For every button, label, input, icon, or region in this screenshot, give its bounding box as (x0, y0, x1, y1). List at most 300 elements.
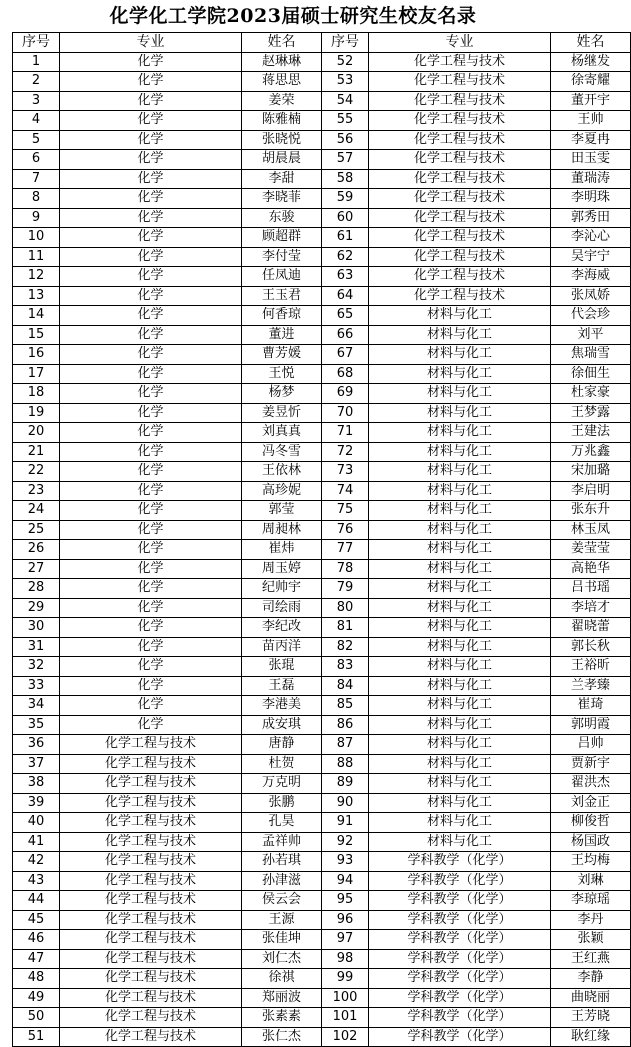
left-major-cell: 化学 (60, 598, 242, 618)
left-seq-cell: 46 (13, 930, 60, 950)
right-major-cell: 化学工程与技术 (369, 91, 551, 111)
left-major-cell: 化学工程与技术 (60, 832, 242, 852)
right-name-cell: 郭长秋 (551, 637, 631, 657)
right-major-cell: 材料与化工 (369, 696, 551, 716)
right-major-cell: 化学工程与技术 (369, 267, 551, 287)
table-row (13, 754, 631, 774)
left-seq-cell: 14 (13, 306, 60, 326)
left-seq-cell: 3 (13, 91, 60, 111)
left-major-cell: 化学 (60, 423, 242, 443)
right-name-cell: 柳俊哲 (551, 813, 631, 833)
table-row (13, 988, 631, 1008)
left-name-cell: 郑丽波 (242, 988, 322, 1008)
header-seq-right: 序号 (322, 33, 369, 53)
left-major-cell: 化学工程与技术 (60, 949, 242, 969)
left-seq-cell: 27 (13, 559, 60, 579)
left-seq-cell: 44 (13, 891, 60, 911)
right-name-cell: 李琼瑶 (551, 891, 631, 911)
right-seq-cell: 90 (322, 793, 369, 813)
table-row (13, 618, 631, 638)
left-name-cell: 陈雅楠 (242, 111, 322, 131)
left-seq-cell: 47 (13, 949, 60, 969)
table-row (13, 715, 631, 735)
left-major-cell: 化学 (60, 501, 242, 521)
right-major-cell: 学科教学（化学） (369, 988, 551, 1008)
alumni-table (12, 32, 631, 1047)
table-row (13, 540, 631, 560)
left-major-cell: 化学 (60, 189, 242, 209)
left-major-cell: 化学 (60, 481, 242, 501)
left-name-cell: 孙津滋 (242, 871, 322, 891)
left-seq-cell: 24 (13, 501, 60, 521)
left-name-cell: 杜贺 (242, 754, 322, 774)
left-major-cell: 化学工程与技术 (60, 852, 242, 872)
right-seq-cell: 73 (322, 462, 369, 482)
right-major-cell: 材料与化工 (369, 637, 551, 657)
left-major-cell: 化学 (60, 540, 242, 560)
left-major-cell: 化学工程与技术 (60, 1027, 242, 1047)
table-row (13, 384, 631, 404)
right-name-cell: 张凤娇 (551, 286, 631, 306)
right-major-cell: 学科教学（化学） (369, 949, 551, 969)
table-row (13, 72, 631, 92)
right-name-cell: 兰孝臻 (551, 676, 631, 696)
right-seq-cell: 91 (322, 813, 369, 833)
table-row (13, 793, 631, 813)
left-major-cell: 化学 (60, 462, 242, 482)
left-major-cell: 化学工程与技术 (60, 871, 242, 891)
left-major-cell: 化学 (60, 286, 242, 306)
right-seq-cell: 55 (322, 111, 369, 131)
table-row (13, 1027, 631, 1047)
right-name-cell: 翟晓蕾 (551, 618, 631, 638)
right-name-cell: 吴宇宁 (551, 247, 631, 267)
left-seq-cell: 17 (13, 364, 60, 384)
left-name-cell: 张仁杰 (242, 1027, 322, 1047)
left-seq-cell: 29 (13, 598, 60, 618)
right-name-cell: 代会珍 (551, 306, 631, 326)
right-seq-cell: 52 (322, 52, 369, 72)
right-major-cell: 材料与化工 (369, 676, 551, 696)
right-seq-cell: 99 (322, 969, 369, 989)
table-row (13, 130, 631, 150)
left-name-cell: 万克明 (242, 774, 322, 794)
left-major-cell: 化学 (60, 345, 242, 365)
right-major-cell: 材料与化工 (369, 618, 551, 638)
right-major-cell: 材料与化工 (369, 657, 551, 677)
right-seq-cell: 74 (322, 481, 369, 501)
right-major-cell: 材料与化工 (369, 481, 551, 501)
right-major-cell: 化学工程与技术 (369, 111, 551, 131)
right-major-cell: 材料与化工 (369, 774, 551, 794)
left-major-cell: 化学工程与技术 (60, 910, 242, 930)
left-name-cell: 孔昊 (242, 813, 322, 833)
left-name-cell: 周昶林 (242, 520, 322, 540)
left-name-cell: 曹芳媛 (242, 345, 322, 365)
right-seq-cell: 92 (322, 832, 369, 852)
left-name-cell: 李港美 (242, 696, 322, 716)
right-seq-cell: 81 (322, 618, 369, 638)
left-name-cell: 张素素 (242, 1008, 322, 1028)
left-seq-cell: 43 (13, 871, 60, 891)
left-name-cell: 王磊 (242, 676, 322, 696)
right-name-cell: 王均梅 (551, 852, 631, 872)
right-major-cell: 材料与化工 (369, 306, 551, 326)
left-major-cell: 化学 (60, 228, 242, 248)
table-row (13, 462, 631, 482)
table-row (13, 969, 631, 989)
right-name-cell: 王梦露 (551, 403, 631, 423)
left-major-cell: 化学 (60, 715, 242, 735)
right-major-cell: 学科教学（化学） (369, 910, 551, 930)
left-major-cell: 化学 (60, 384, 242, 404)
header-row (13, 33, 631, 53)
left-major-cell: 化学工程与技术 (60, 735, 242, 755)
right-major-cell: 材料与化工 (369, 364, 551, 384)
right-name-cell: 王红燕 (551, 949, 631, 969)
left-name-cell: 郭莹 (242, 501, 322, 521)
right-name-cell: 田玉雯 (551, 150, 631, 170)
right-name-cell: 宋加璐 (551, 462, 631, 482)
right-name-cell: 李静 (551, 969, 631, 989)
left-seq-cell: 50 (13, 1008, 60, 1028)
table-row (13, 891, 631, 911)
table-row (13, 676, 631, 696)
left-major-cell: 化学工程与技术 (60, 793, 242, 813)
table-row (13, 286, 631, 306)
right-name-cell: 王帅 (551, 111, 631, 131)
left-major-cell: 化学 (60, 657, 242, 677)
right-name-cell: 李明珠 (551, 189, 631, 209)
right-name-cell: 刘金正 (551, 793, 631, 813)
right-name-cell: 徐佃生 (551, 364, 631, 384)
left-name-cell: 张晓悦 (242, 130, 322, 150)
right-name-cell: 张颖 (551, 930, 631, 950)
table-row (13, 735, 631, 755)
table-row (13, 345, 631, 365)
right-seq-cell: 59 (322, 189, 369, 209)
left-seq-cell: 18 (13, 384, 60, 404)
right-major-cell: 学科教学（化学） (369, 1008, 551, 1028)
right-name-cell: 李海威 (551, 267, 631, 287)
right-major-cell: 材料与化工 (369, 540, 551, 560)
header-name-right: 姓名 (551, 33, 631, 53)
right-name-cell: 杜家豪 (551, 384, 631, 404)
right-name-cell: 徐寄耀 (551, 72, 631, 92)
right-seq-cell: 76 (322, 520, 369, 540)
left-name-cell: 蒋思思 (242, 72, 322, 92)
left-name-cell: 任凤迪 (242, 267, 322, 287)
left-seq-cell: 2 (13, 72, 60, 92)
table-row (13, 832, 631, 852)
left-name-cell: 李纪改 (242, 618, 322, 638)
header-seq-left: 序号 (13, 33, 60, 53)
table-row (13, 637, 631, 657)
left-major-cell: 化学 (60, 111, 242, 131)
left-major-cell: 化学 (60, 247, 242, 267)
left-seq-cell: 45 (13, 910, 60, 930)
left-seq-cell: 51 (13, 1027, 60, 1047)
left-major-cell: 化学 (60, 559, 242, 579)
table-row (13, 559, 631, 579)
right-name-cell: 郭明霞 (551, 715, 631, 735)
right-seq-cell: 69 (322, 384, 369, 404)
table-row (13, 91, 631, 111)
left-name-cell: 唐静 (242, 735, 322, 755)
right-seq-cell: 77 (322, 540, 369, 560)
left-major-cell: 化学 (60, 169, 242, 189)
left-name-cell: 张鹏 (242, 793, 322, 813)
right-seq-cell: 82 (322, 637, 369, 657)
table-row (13, 949, 631, 969)
table-row (13, 774, 631, 794)
left-seq-cell: 41 (13, 832, 60, 852)
left-seq-cell: 21 (13, 442, 60, 462)
right-seq-cell: 56 (322, 130, 369, 150)
left-name-cell: 司绘雨 (242, 598, 322, 618)
right-name-cell: 杨国政 (551, 832, 631, 852)
table-row (13, 111, 631, 131)
left-name-cell: 王源 (242, 910, 322, 930)
right-seq-cell: 85 (322, 696, 369, 716)
left-seq-cell: 42 (13, 852, 60, 872)
left-seq-cell: 11 (13, 247, 60, 267)
left-seq-cell: 4 (13, 111, 60, 131)
left-seq-cell: 39 (13, 793, 60, 813)
right-major-cell: 材料与化工 (369, 598, 551, 618)
right-major-cell: 化学工程与技术 (369, 208, 551, 228)
right-seq-cell: 70 (322, 403, 369, 423)
right-major-cell: 化学工程与技术 (369, 286, 551, 306)
right-seq-cell: 97 (322, 930, 369, 950)
left-name-cell: 周玉婷 (242, 559, 322, 579)
right-seq-cell: 86 (322, 715, 369, 735)
right-seq-cell: 72 (322, 442, 369, 462)
right-major-cell: 材料与化工 (369, 325, 551, 345)
right-major-cell: 化学工程与技术 (369, 52, 551, 72)
left-seq-cell: 25 (13, 520, 60, 540)
left-seq-cell: 37 (13, 754, 60, 774)
left-seq-cell: 36 (13, 735, 60, 755)
right-seq-cell: 61 (322, 228, 369, 248)
left-name-cell: 王玉君 (242, 286, 322, 306)
right-seq-cell: 88 (322, 754, 369, 774)
right-major-cell: 材料与化工 (369, 384, 551, 404)
right-name-cell: 耿红缘 (551, 1027, 631, 1047)
right-major-cell: 材料与化工 (369, 423, 551, 443)
right-name-cell: 刘平 (551, 325, 631, 345)
right-name-cell: 林玉凤 (551, 520, 631, 540)
left-name-cell: 徐祺 (242, 969, 322, 989)
right-seq-cell: 64 (322, 286, 369, 306)
left-name-cell: 何香琼 (242, 306, 322, 326)
left-major-cell: 化学 (60, 306, 242, 326)
left-seq-cell: 49 (13, 988, 60, 1008)
left-major-cell: 化学工程与技术 (60, 930, 242, 950)
left-major-cell: 化学 (60, 150, 242, 170)
table-row (13, 871, 631, 891)
right-seq-cell: 84 (322, 676, 369, 696)
left-seq-cell: 31 (13, 637, 60, 657)
right-seq-cell: 96 (322, 910, 369, 930)
right-major-cell: 化学工程与技术 (369, 169, 551, 189)
table-row (13, 150, 631, 170)
right-seq-cell: 93 (322, 852, 369, 872)
right-name-cell: 贾新宇 (551, 754, 631, 774)
left-name-cell: 王悦 (242, 364, 322, 384)
right-seq-cell: 57 (322, 150, 369, 170)
left-name-cell: 顾超群 (242, 228, 322, 248)
right-seq-cell: 71 (322, 423, 369, 443)
left-major-cell: 化学 (60, 520, 242, 540)
left-name-cell: 纪帅宇 (242, 579, 322, 599)
left-seq-cell: 32 (13, 657, 60, 677)
left-seq-cell: 48 (13, 969, 60, 989)
left-seq-cell: 16 (13, 345, 60, 365)
right-name-cell: 焦瑞雪 (551, 345, 631, 365)
right-major-cell: 材料与化工 (369, 579, 551, 599)
right-name-cell: 吕书瑶 (551, 579, 631, 599)
right-major-cell: 材料与化工 (369, 754, 551, 774)
left-seq-cell: 34 (13, 696, 60, 716)
left-name-cell: 张佳坤 (242, 930, 322, 950)
table-row (13, 1008, 631, 1028)
right-major-cell: 材料与化工 (369, 715, 551, 735)
left-major-cell: 化学工程与技术 (60, 969, 242, 989)
right-seq-cell: 98 (322, 949, 369, 969)
right-name-cell: 杨继发 (551, 52, 631, 72)
table-row (13, 306, 631, 326)
right-name-cell: 李丹 (551, 910, 631, 930)
right-major-cell: 材料与化工 (369, 735, 551, 755)
left-name-cell: 姜荣 (242, 91, 322, 111)
page-title: 化学化工学院2023届硕士研究生校友名录 (109, 5, 477, 27)
left-seq-cell: 30 (13, 618, 60, 638)
header-major-right: 专业 (369, 33, 551, 53)
left-seq-cell: 15 (13, 325, 60, 345)
left-name-cell: 孙若琪 (242, 852, 322, 872)
left-name-cell: 刘真真 (242, 423, 322, 443)
table-row (13, 481, 631, 501)
right-seq-cell: 62 (322, 247, 369, 267)
right-major-cell: 材料与化工 (369, 813, 551, 833)
right-major-cell: 材料与化工 (369, 442, 551, 462)
right-name-cell: 万兆鑫 (551, 442, 631, 462)
right-seq-cell: 66 (322, 325, 369, 345)
right-name-cell: 董瑞涛 (551, 169, 631, 189)
right-seq-cell: 79 (322, 579, 369, 599)
right-major-cell: 化学工程与技术 (369, 130, 551, 150)
right-name-cell: 崔琦 (551, 696, 631, 716)
table-row (13, 579, 631, 599)
right-seq-cell: 100 (322, 988, 369, 1008)
right-major-cell: 化学工程与技术 (369, 228, 551, 248)
right-name-cell: 李夏冉 (551, 130, 631, 150)
left-seq-cell: 23 (13, 481, 60, 501)
right-seq-cell: 78 (322, 559, 369, 579)
right-major-cell: 学科教学（化学） (369, 930, 551, 950)
left-name-cell: 张琨 (242, 657, 322, 677)
right-name-cell: 李启明 (551, 481, 631, 501)
left-major-cell: 化学 (60, 403, 242, 423)
left-name-cell: 王依林 (242, 462, 322, 482)
left-major-cell: 化学工程与技术 (60, 754, 242, 774)
right-name-cell: 王芳晓 (551, 1008, 631, 1028)
right-major-cell: 化学工程与技术 (369, 150, 551, 170)
right-name-cell: 姜莹莹 (551, 540, 631, 560)
right-seq-cell: 94 (322, 871, 369, 891)
right-name-cell: 王裕昕 (551, 657, 631, 677)
right-major-cell: 化学工程与技术 (369, 189, 551, 209)
left-name-cell: 李晓菲 (242, 189, 322, 209)
left-seq-cell: 33 (13, 676, 60, 696)
left-name-cell: 孟祥帅 (242, 832, 322, 852)
left-name-cell: 姜昱忻 (242, 403, 322, 423)
table-row (13, 423, 631, 443)
left-major-cell: 化学 (60, 130, 242, 150)
right-name-cell: 吕帅 (551, 735, 631, 755)
right-major-cell: 化学工程与技术 (369, 247, 551, 267)
table-row (13, 696, 631, 716)
left-seq-cell: 40 (13, 813, 60, 833)
left-name-cell: 刘仁杰 (242, 949, 322, 969)
left-major-cell: 化学 (60, 618, 242, 638)
right-seq-cell: 58 (322, 169, 369, 189)
left-major-cell: 化学 (60, 208, 242, 228)
left-major-cell: 化学工程与技术 (60, 813, 242, 833)
right-name-cell: 李培才 (551, 598, 631, 618)
right-major-cell: 材料与化工 (369, 832, 551, 852)
right-seq-cell: 65 (322, 306, 369, 326)
right-major-cell: 学科教学（化学） (369, 852, 551, 872)
left-seq-cell: 35 (13, 715, 60, 735)
left-major-cell: 化学 (60, 579, 242, 599)
left-major-cell: 化学 (60, 52, 242, 72)
right-major-cell: 材料与化工 (369, 345, 551, 365)
right-name-cell: 刘琳 (551, 871, 631, 891)
table-row (13, 813, 631, 833)
table-row (13, 247, 631, 267)
table-row (13, 657, 631, 677)
right-major-cell: 学科教学（化学） (369, 871, 551, 891)
right-seq-cell: 60 (322, 208, 369, 228)
right-major-cell: 材料与化工 (369, 520, 551, 540)
left-major-cell: 化学 (60, 91, 242, 111)
right-seq-cell: 63 (322, 267, 369, 287)
left-major-cell: 化学 (60, 696, 242, 716)
left-seq-cell: 12 (13, 267, 60, 287)
table-row (13, 325, 631, 345)
table-body (13, 52, 631, 1047)
right-major-cell: 材料与化工 (369, 793, 551, 813)
right-major-cell: 材料与化工 (369, 403, 551, 423)
right-seq-cell: 101 (322, 1008, 369, 1028)
left-major-cell: 化学工程与技术 (60, 988, 242, 1008)
left-name-cell: 冯冬雪 (242, 442, 322, 462)
left-seq-cell: 26 (13, 540, 60, 560)
right-name-cell: 李沁心 (551, 228, 631, 248)
left-seq-cell: 9 (13, 208, 60, 228)
left-seq-cell: 10 (13, 228, 60, 248)
right-seq-cell: 67 (322, 345, 369, 365)
table-row (13, 852, 631, 872)
left-name-cell: 苗丙洋 (242, 637, 322, 657)
right-seq-cell: 53 (322, 72, 369, 92)
right-seq-cell: 54 (322, 91, 369, 111)
left-seq-cell: 38 (13, 774, 60, 794)
left-seq-cell: 28 (13, 579, 60, 599)
left-name-cell: 高珍妮 (242, 481, 322, 501)
